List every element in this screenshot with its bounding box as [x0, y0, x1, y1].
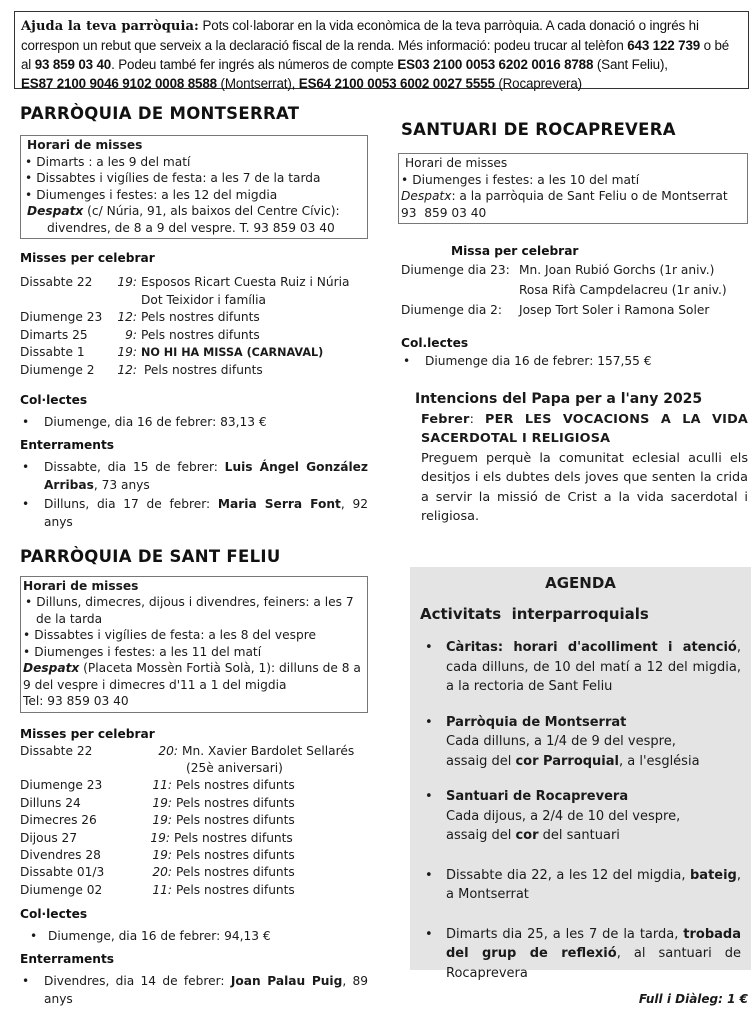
- donation-info-box: Ajuda la teva parròquia: Pots col·laborar en la vida econòmica de la teva parròquia. A cada donació o ingrés hi correspon un rebut que serveix a la declaració fiscal de la renda. Més informació: podeu trucar al telèfon 643 122 739 o bé al 93 859 03 40. Podeu també fer ingrés als números de compte ES03 2100 0053 6202 0016 8788 (Sant Feliu), ES87 2100 9046 9102 0008 8588 (Montserrat), ES64 2100 0053 6002 0027 5555 (Rocaprevera): [14, 11, 749, 89]
- account-number-montserrat: ES87 2100 9046 9102 0008 8588: [21, 76, 217, 91]
- pope-intentions: [415, 391, 748, 527]
- schedule-title: Horari de misses: [23, 578, 139, 593]
- footer-price: Full i Diàleg: 1 €: [638, 992, 748, 1006]
- agenda-box: [410, 567, 751, 981]
- schedule-item: • Dissabtes i vigílies de festa: a les 7 de la tarda: [25, 170, 363, 187]
- collection-item: • Diumenge, dia 16 de febrer: 94,13 €: [20, 927, 368, 946]
- office-info: Despatx: a la parròquia de Sant Feliu o de Montserrat: [401, 189, 728, 203]
- masses-list-santfeliu: [20, 743, 368, 900]
- collections-list-montserrat: [20, 413, 368, 432]
- office-info: Despatx (Placeta Mossèn Fortià Solà, 1): dilluns de 8 a 9 del vespre i dimecres d'11 a 1 del migdia: [23, 661, 361, 692]
- collections-list-rocaprevera: [401, 352, 748, 371]
- office-hours: divendres, de 8 a 9 del vespre. T. 93 859 03 40: [47, 220, 335, 235]
- collection-item: • Diumenge dia 16 de febrer: 157,55 €: [401, 352, 748, 371]
- funerals-title: Enterraments: [20, 951, 115, 966]
- mass-row: Divendres 28 19: Pels nostres difunts: [20, 847, 295, 862]
- mass-row: Dissabte 01/3 20: Pels nostres difunts: [20, 865, 295, 880]
- mass-row: Dimarts 25 9: Pels nostres difunts: [20, 327, 260, 342]
- schedule-box-santfeliu: [20, 576, 368, 713]
- collections-list-santfeliu: [20, 927, 368, 946]
- mass-row: Diumenge 02 11: Pels nostres difunts: [20, 882, 295, 897]
- agenda-list: [420, 638, 741, 983]
- agenda-item: • Càritas: horari d'acolliment i atenció, cada dilluns, de 10 del matí a 12 del migdia, a la rectoria de Sant Feliu: [420, 638, 741, 697]
- agenda-item: • Dimarts dia 25, a les 7 de la tarda, trobada del grup de reflexió, al santuari de Rocaprevera: [420, 925, 741, 984]
- schedule-box-rocaprevera: [398, 153, 748, 224]
- mass-row: Dilluns 24 19: Pels nostres difunts: [20, 795, 295, 810]
- mass-row: Dissabte 22 20: Mn. Xavier Bardolet Sellarés (25è aniversari): [20, 743, 355, 775]
- mass-row: Rosa Rifà Campdelacreu (1r aniv.): [519, 283, 727, 297]
- section-title-rocaprevera: SANTUARI DE ROCAPREVERA: [401, 120, 676, 139]
- masses-list-montserrat: [20, 274, 368, 379]
- mass-row: Diumenge dia 23: Mn. Joan Rubió Gorchs (1r aniv.): [401, 263, 715, 277]
- funeral-item: • Dissabte, dia 15 de febrer: Luis Ángel González Arribas, 73 anys: [20, 458, 368, 495]
- mass-row: Dimecres 26 19: Pels nostres difunts: [20, 813, 295, 828]
- schedule-item: • Dimarts : a les 9 del matí: [25, 154, 363, 171]
- agenda-title: AGENDA: [545, 574, 616, 592]
- agenda-item: • Parròquia de Montserrat Cada dilluns, a 1/4 de 9 del vespre, assaig del cor Parroquial, a l'església: [420, 713, 741, 772]
- schedule-box-montserrat: [20, 135, 368, 239]
- section-title-santfeliu: PARRÒQUIA DE SANT FELIU: [20, 546, 281, 566]
- agenda-item: • Dissabte dia 22, a les 12 del migdia, bateig, a Montserrat: [420, 866, 741, 905]
- right-column: [398, 120, 748, 527]
- masses-list-rocaprevera: [401, 260, 748, 320]
- funeral-item: • Dilluns, dia 17 de febrer: Maria Serra Font, 92 anys: [20, 495, 368, 532]
- schedule-title: Horari de misses: [27, 138, 143, 152]
- phone-number: 93 859 03 40: [34, 57, 112, 72]
- funerals-list-montserrat: [20, 458, 368, 532]
- section-title-montserrat: PARRÒQUIA DE MONTSERRAT: [20, 104, 300, 123]
- collections-title: Col.lectes: [401, 336, 469, 350]
- pope-intentions-title: Intencions del Papa per a l'any 2025: [415, 390, 703, 407]
- masses-title: Misses per celebrar: [20, 251, 155, 265]
- mass-row: Dissabte 1 19: NO HI HA MISSA (CARNAVAL): [20, 345, 324, 359]
- schedule-item: • Dilluns, dimecres, dijous i divendres, feiners: a les 7 de la tarda: [23, 594, 364, 627]
- mass-row: Dijous 27 19: Pels nostres difunts: [20, 830, 293, 845]
- funeral-item: • Divendres, dia 14 de febrer: Joan Palau Puig, 89 anys: [20, 972, 368, 1009]
- schedule-item: • Dissabtes i vigílies de festa: a les 8 del vespre: [23, 627, 364, 644]
- account-number-santfeliu: ES03 2100 0053 6202 0016 8788: [397, 57, 594, 72]
- collections-title: Col·lectes: [20, 907, 88, 922]
- mass-row: Diumenge dia 2: Josep Tort Soler i Ramona Soler: [401, 303, 710, 317]
- schedule-item: • Diumenges i festes: a les 12 del migdia: [25, 187, 363, 204]
- donation-lead: Ajuda la teva parròquia:: [21, 19, 199, 34]
- left-column: [20, 104, 368, 1009]
- agenda-item: • Santuari de Rocaprevera Cada dijous, a 2/4 de 10 del vespre, assaig del cor del santuari: [420, 787, 741, 846]
- account-number-rocaprevera: ES64 2100 0053 6002 0027 5555: [298, 76, 495, 91]
- mass-row: Diumenge 2 12: Pels nostres difunts: [20, 362, 263, 377]
- funerals-title: Enterraments: [20, 437, 115, 452]
- collections-title: Col·lectes: [20, 393, 88, 407]
- schedule-title: Horari de misses: [405, 156, 508, 170]
- agenda-subtitle: Activitats interparroquials: [420, 605, 649, 623]
- mass-row: Dissabte 22 19: Esposos Ricart Cuesta Ruiz i Núria Dot Teixidor i família: [20, 275, 350, 307]
- schedule-item: • Diumenges i festes: a les 11 del matí: [23, 644, 364, 661]
- office-info: Despatx (c/ Núria, 91, als baixos del Centre Cívic):: [27, 204, 340, 218]
- masses-title: Misses per celebrar: [20, 726, 155, 741]
- pope-intention-heading: Febrer: PER LES VOCACIONS A LA VIDA SACERDOTAL I RELIGIOSA: [421, 411, 748, 446]
- office-phone: Tel: 93 859 03 40: [23, 694, 129, 708]
- collection-item: • Diumenge, dia 16 de febrer: 83,13 €: [20, 413, 368, 432]
- pope-intention-text: Preguem perquè la comunitat eclesial aculli els desitjos i els dubtes dels joves que senten la crida a servir la missió de Crist a la vida sacerdotal i religiosa.: [421, 450, 748, 524]
- phone-number: 643 122 739: [627, 38, 701, 53]
- office-phone: 93 859 03 40: [401, 205, 487, 220]
- funerals-list-santfeliu: [20, 972, 368, 1009]
- mass-row: Diumenge 23 11: Pels nostres difunts: [20, 778, 295, 793]
- mass-row: Diumenge 23 12: Pels nostres difunts: [20, 310, 260, 324]
- masses-title: Missa per celebrar: [451, 244, 579, 258]
- schedule-item: • Diumenges i festes: a les 10 del matí: [401, 172, 743, 189]
